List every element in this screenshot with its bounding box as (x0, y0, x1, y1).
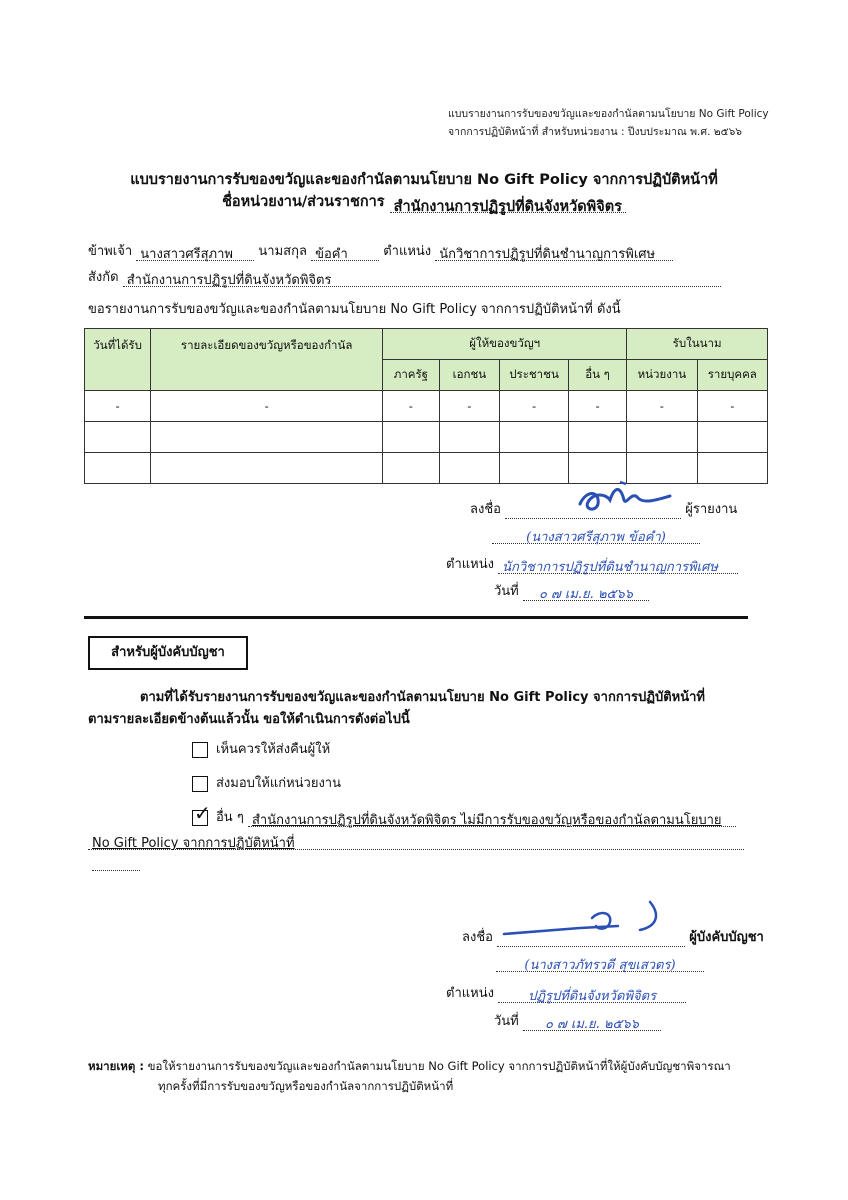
section-divider (84, 616, 748, 619)
sign1-label: ลงชื่อ (470, 502, 501, 517)
sign1-name: (นางสาวศรีสุภาพ ข้อคำ) (492, 526, 700, 544)
table-cell: - (568, 391, 626, 422)
table-row (85, 391, 768, 422)
sign1-position-label: ตำแหน่ง (446, 557, 494, 572)
option-other-cont-row (88, 832, 744, 850)
note-label: หมายเหตุ : (88, 1059, 144, 1073)
option-deliver[interactable] (192, 772, 341, 793)
sub-other: อื่น ๆ (568, 360, 626, 391)
reporter-line-2 (88, 266, 721, 287)
sub-government: ภาครัฐ (383, 360, 439, 391)
option-return[interactable] (192, 738, 330, 759)
sign1-date-row (494, 580, 649, 601)
option-other-label: อื่น ๆ (216, 810, 244, 825)
sign2-line (497, 929, 685, 947)
label-surname: นามสกุล (258, 244, 307, 259)
table-cell (85, 422, 151, 453)
table-cell (439, 453, 500, 484)
note-text1: ขอให้รายงานการรับของขวัญและของกำนัลตามนโยบาย No Gift Policy จากการปฏิบัติหน้าที่ให้ผู้บังคับบัญชาพิจารณา (147, 1059, 731, 1073)
sign1-date: ๐ ๗ เม.ย. ๒๕๖๖ (523, 583, 649, 601)
table-cell (151, 422, 383, 453)
reporter-affiliation: สำนักงานการปฏิรูปที่ดินจังหวัดพิจิตร (123, 269, 721, 287)
label-i: ข้าพเจ้า (88, 244, 133, 259)
table-cell (568, 422, 626, 453)
sub-public: ประชาชน (500, 360, 569, 391)
col-detail: รายละเอียดของขวัญหรือของกำนัล (151, 329, 383, 391)
option-other[interactable] (192, 800, 736, 828)
table-cell (697, 422, 767, 453)
table-cell: - (627, 391, 697, 422)
page-title: แบบรายงานการรับของขวัญและของกำนัลตามนโยบาย No Gift Policy จากการปฏิบัติหน้าที่ (130, 172, 718, 188)
option-other-cont: No Gift Policy จากการปฏิบัติหน้าที่ (88, 832, 744, 850)
label-affiliation: สังกัด (88, 270, 119, 285)
table-row (85, 422, 768, 453)
form-code-line2: จากการปฏิบัติหน้าที่ สำหรับหน่วยงาน : ปีงบประมาณ พ.ศ. ๒๕๖๖ (448, 126, 742, 138)
note-line1 (88, 1058, 731, 1076)
sign2-position-label: ตำแหน่ง (446, 986, 494, 1001)
sign1-position-row (446, 553, 738, 574)
table-cell (383, 453, 439, 484)
form-code-line1: แบบรายงานการรับของขวัญและของกำนัลตามนโยบาย No Gift Policy (448, 108, 769, 120)
table-cell: - (85, 391, 151, 422)
sign2-position-row (446, 982, 686, 1003)
sign1-line (505, 501, 681, 519)
checkbox-deliver[interactable] (192, 776, 208, 792)
agency-label: ชื่อหน่วยงาน/ส่วนราชการ (222, 194, 385, 210)
table-cell: - (383, 391, 439, 422)
table-cell (151, 453, 383, 484)
sub-agency: หน่วยงาน (627, 360, 697, 391)
table-cell: - (439, 391, 500, 422)
sign1-name-row (492, 526, 700, 544)
table-cell (85, 453, 151, 484)
sign2-role: ผู้บังคับบัญชา (689, 930, 764, 945)
table-cell (439, 422, 500, 453)
table-cell (697, 453, 767, 484)
sign2-date: ๐ ๗ เม.ย. ๒๕๖๖ (523, 1013, 661, 1031)
checkmark-icon: ✓ (194, 800, 211, 825)
option-deliver-label: ส่งมอบให้แก่หน่วยงาน (216, 776, 341, 791)
col-date: วันที่ได้รับ (85, 329, 151, 391)
checkbox-other[interactable] (192, 800, 211, 826)
reporter-line-1 (88, 240, 673, 261)
intro-text: ขอรายงานการรับของขวัญและของกำนัลตามนโยบาย No Gift Policy จากการปฏิบัติหน้าที่ ดังนี้ (88, 302, 621, 317)
supervisor-box-label: สำหรับผู้บังคับบัญชา (88, 636, 248, 670)
table-cell: - (151, 391, 383, 422)
sign2-name: (นางสาวภัทรวดี สุขเสวตร) (496, 954, 704, 972)
note-line2: ทุกครั้งที่มีการรับของขวัญหรือของกำนัลจากการปฏิบัติหน้าที่ (158, 1079, 454, 1093)
supervisor-para1: ตามที่ได้รับรายงานการรับของขวัญและของกำนัลตามนโยบาย No Gift Policy จากการปฏิบัติหน้าที่ (140, 690, 705, 705)
sign1-date-label: วันที่ (494, 584, 519, 599)
blank-dotted-line (92, 858, 140, 871)
supervisor-para2: ตามรายละเอียดข้างต้นแล้วนั้น ขอให้ดำเนินการดังต่อไปนี้ (88, 712, 410, 727)
agency-line (0, 190, 848, 213)
table-cell (627, 422, 697, 453)
group-giver: ผู้ให้ของขวัญฯ (383, 329, 627, 360)
reporter-position: นักวิชาการปฏิรูปที่ดินชำนาญการพิเศษ (435, 243, 673, 261)
group-receive: รับในนาม (627, 329, 768, 360)
table-cell: - (697, 391, 767, 422)
sign2-date-label: วันที่ (494, 1014, 519, 1029)
gift-table (84, 328, 768, 484)
sign2-row (462, 926, 764, 947)
sign2-label: ลงชื่อ (462, 930, 493, 945)
table-cell (383, 422, 439, 453)
checkbox-return[interactable] (192, 742, 208, 758)
reporter-name: นางสาวศรีสุภาพ (136, 243, 254, 261)
agency-value: สำนักงานการปฏิรูปที่ดินจังหวัดพิจิตร (390, 195, 626, 213)
sign2-date-row (494, 1010, 661, 1031)
table-cell (500, 453, 569, 484)
sign2-position: ปฏิรูปที่ดินจังหวัดพิจิตร (498, 985, 686, 1003)
option-other-text: สำนักงานการปฏิรูปที่ดินจังหวัดพิจิตร ไม่มีการรับของขวัญหรือของกำนัลตามนโยบาย (248, 809, 736, 827)
sub-private: เอกชน (439, 360, 500, 391)
sign1-position: นักวิชาการปฏิรูปที่ดินชำนาญการพิเศษ (498, 556, 738, 574)
option-return-label: เห็นควรให้ส่งคืนผู้ให้ (216, 742, 331, 757)
reporter-surname: ข้อคำ (311, 243, 379, 261)
sign1-role: ผู้รายงาน (685, 502, 738, 517)
sign1-row (470, 498, 737, 519)
table-cell: - (500, 391, 569, 422)
table-cell (500, 422, 569, 453)
label-position: ตำแหน่ง (383, 244, 432, 259)
sign2-name-row (496, 954, 704, 972)
sub-individual: รายบุคคล (697, 360, 767, 391)
